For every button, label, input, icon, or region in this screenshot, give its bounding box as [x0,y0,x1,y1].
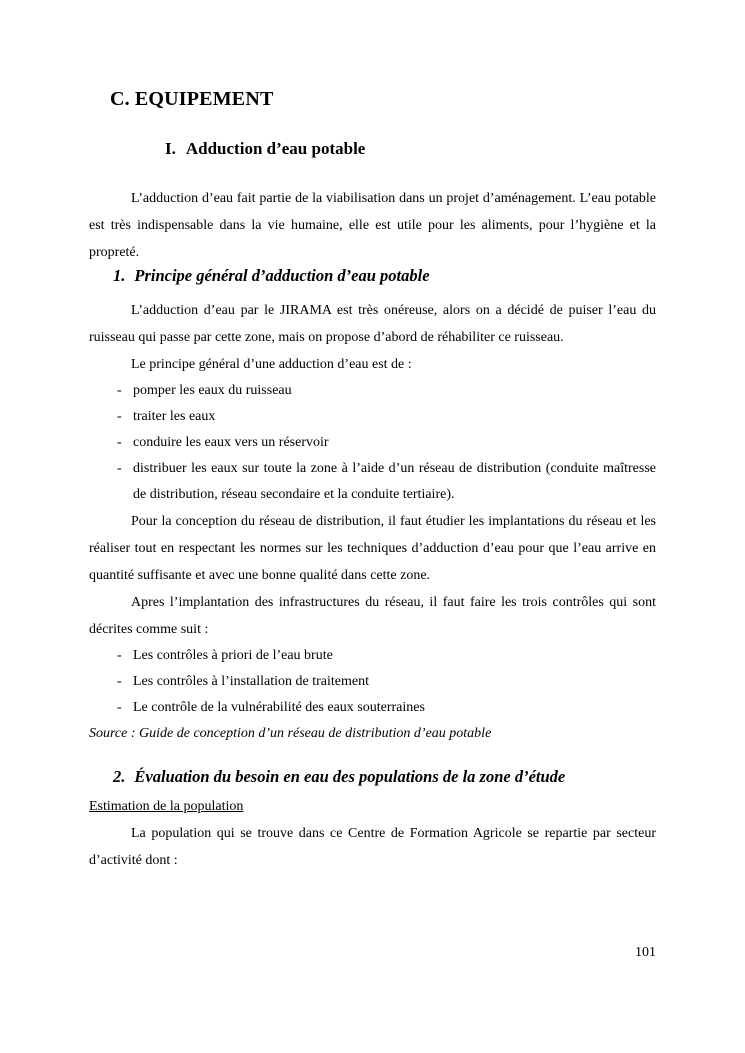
list-item [89,695,656,721]
list-item [89,404,656,430]
controls-list [89,643,656,721]
estimation-subheading: Estimation de la population [89,799,244,814]
list-item-text: Le contrôle de la vulnérabilité des eaux souterraines [133,700,425,715]
list-item-text: conduire les eaux vers un réservoir [133,435,329,450]
page-number: 101 [635,945,656,960]
part2-title: Évaluation du besoin en eau des populations de la zone d’étude [134,767,566,786]
list-item-text: distribuer les eaux sur toute la zone à l’aide d’un réseau de distribution (conduite maîtresse de distribution, réseau secondaire et la conduite tertiaire). [133,461,656,502]
list-item [89,669,656,695]
part1-title: Principe général d’adduction d’eau potable [134,266,430,285]
list-item [89,378,656,404]
list-item [89,643,656,669]
list-item-text: pomper les eaux du ruisseau [133,383,292,398]
principle-list [89,378,656,508]
part2-heading [89,767,656,786]
part2-paragraph-1: La population qui se trouve dans ce Centre de Formation Agricole se repartie par secteur d’activité dont : [89,826,656,868]
list-item-text: Les contrôles à priori de l’eau brute [133,648,333,663]
list-item-text: traiter les eaux [133,409,216,424]
part1-paragraph-3: Pour la conception du réseau de distribution, il faut étudier les implantations du réseau et les réaliser tout en respectant les normes sur les techniques d’adduction d’eau pour que l’eau arrive en quantité suffisante et avec une bonne qualité dans cette zone. [89,514,656,583]
subsection-title: Adduction d’eau potable [185,139,366,158]
list-item [89,430,656,456]
part2-label: 2. [113,767,126,786]
subsection-heading [89,139,656,159]
section-title: EQUIPEMENT [134,88,274,110]
intro-paragraph: L’adduction d’eau fait partie de la viabilisation dans un projet d’aménagement. L’eau potable est très indispensable dans la vie humaine, elle est utile pour les aliments, pour l’hygiène et la propreté. [89,191,656,260]
list-item [89,456,656,508]
part1-label: 1. [113,266,126,285]
part1-heading [89,266,656,285]
list-item-text: Les contrôles à l’installation de traitement [133,674,369,689]
part1-paragraph-2: Le principe général d’une adduction d’eau est de : [131,357,412,372]
section-label: C. [110,88,130,110]
page-content [89,88,656,874]
section-heading [89,88,656,111]
subsection-label: I. [165,139,176,158]
source-note: Source : Guide de conception d’un réseau de distribution d’eau potable [89,726,492,741]
part1-paragraph-1: L’adduction d’eau par le JIRAMA est très onéreuse, alors on a décidé de puiser l’eau du ruisseau qui passe par cette zone, mais on propose d’abord de réhabiliter ce ruisseau. [89,303,656,345]
part1-paragraph-4: Apres l’implantation des infrastructures du réseau, il faut faire les trois contrôles qui sont décrites comme suit : [89,595,656,637]
